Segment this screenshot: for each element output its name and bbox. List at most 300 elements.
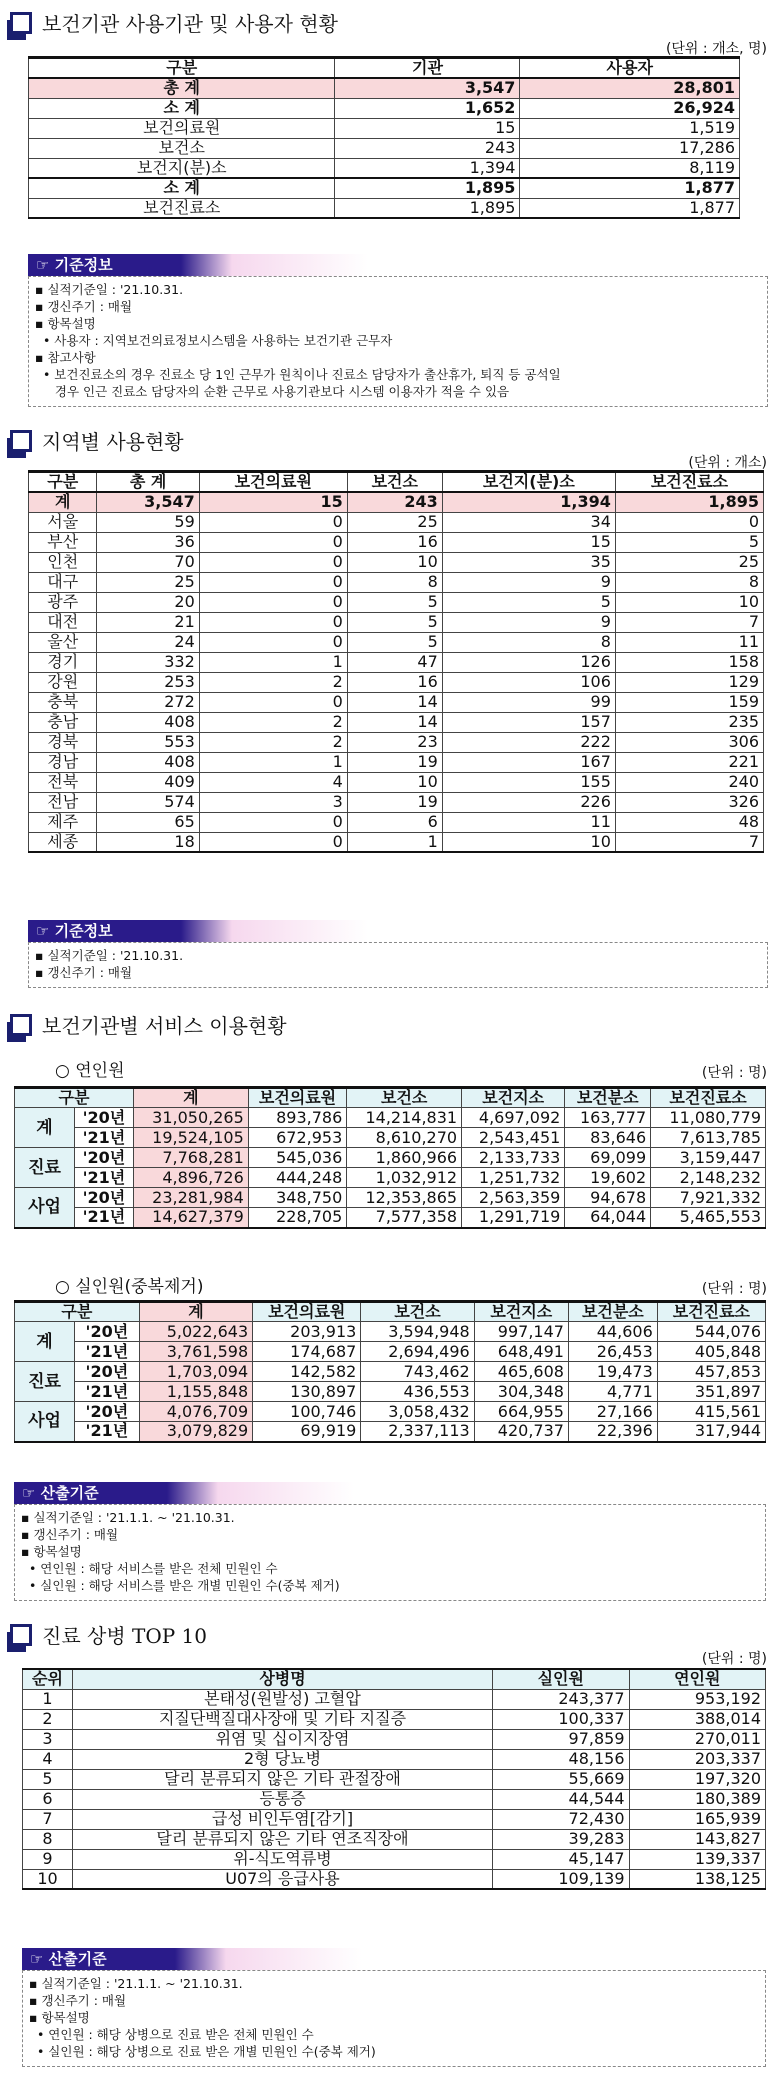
info-line: ▪ 갱신주기 : 매월 (35, 965, 133, 980)
table-row (29, 552, 764, 572)
section1-unit: (단위 : 개소, 명) (665, 41, 767, 57)
table-cell: 36 (97, 532, 199, 552)
subsection-silin: ○ 실인원(중복제거) (55, 1277, 204, 1297)
table-cell: 348,750 (248, 1188, 346, 1208)
info-line: ▪ 실적기준일 : '21.1.1. ~ '21.10.31. (29, 1976, 243, 1991)
header-cell: 기관 (335, 58, 520, 79)
info1-tag: ☞ 기준정보 (28, 254, 368, 276)
section3-unit-2: (단위 : 명) (701, 1281, 767, 1297)
table-cell: 226 (442, 792, 615, 812)
table-cell: 158 (615, 652, 763, 672)
table-cell: 306 (615, 732, 763, 752)
table-cell: 94,678 (565, 1188, 651, 1208)
table-cell: 9 (442, 612, 615, 632)
table-cell: 20 (97, 592, 199, 612)
service-table-yeonin (14, 1086, 766, 1229)
table-row (23, 1689, 766, 1709)
header-cell: 보건진료소 (657, 1302, 765, 1322)
table-cell: 0 (199, 552, 347, 572)
table-cell: 세종 (29, 832, 97, 852)
square-bullet-icon (10, 1014, 32, 1036)
table-cell: 달리 분류되지 않은 기타 연조직장애 (73, 1829, 493, 1849)
table-cell: 893,786 (248, 1108, 346, 1128)
year-cell: '20년 (75, 1362, 140, 1382)
header-cell: 보건지소 (462, 1088, 565, 1108)
table-cell: 1,291,719 (462, 1208, 565, 1228)
header-cell: 순위 (23, 1669, 73, 1689)
table-cell: 109,139 (493, 1869, 630, 1889)
header-cell: 연인원 (629, 1669, 766, 1689)
table-row (29, 198, 740, 218)
table-cell: 544,076 (657, 1322, 765, 1342)
table-cell: 0 (199, 592, 347, 612)
table-cell: 672,953 (248, 1128, 346, 1148)
table-cell: 155 (442, 772, 615, 792)
table-cell: 444,248 (248, 1168, 346, 1188)
info-line: • 연인원 : 해당 상병으로 진료 받은 전체 민원인 수 (29, 2027, 314, 2042)
table-cell: 5 (347, 632, 442, 652)
table-cell: 270,011 (629, 1729, 766, 1749)
table-cell: 159 (615, 692, 763, 712)
table-cell: 48,156 (493, 1749, 630, 1769)
square-bullet-icon (10, 12, 32, 34)
table-cell: 351,897 (657, 1382, 765, 1402)
table-cell: 달리 분류되지 않은 기타 관절장애 (73, 1769, 493, 1789)
table-header-row (29, 472, 764, 493)
table-header-row (15, 1302, 766, 1322)
table-cell: 3,079,829 (139, 1422, 252, 1442)
table-cell: 48 (615, 812, 763, 832)
header-cell: 계 (139, 1302, 252, 1322)
table-row (23, 1709, 766, 1729)
table-cell: 1,032,912 (347, 1168, 462, 1188)
table-cell: 0 (199, 532, 347, 552)
table-cell: 9 (442, 572, 615, 592)
table-cell: 100,337 (493, 1709, 630, 1729)
table-cell: 243 (347, 492, 442, 512)
table-cell: 174,687 (253, 1342, 361, 1362)
header-cell: 계 (133, 1088, 248, 1108)
info-line: • 실인원 : 해당 상병으로 진료 받은 개별 민원인 수(중복 제거) (29, 2044, 376, 2059)
table-cell: 1,703,094 (139, 1362, 252, 1382)
table-row (29, 78, 740, 98)
header-cell: 보건의료원 (199, 472, 347, 493)
table-row (23, 1749, 766, 1769)
table-cell: 574 (97, 792, 199, 812)
info-line: ▪ 갱신주기 : 매월 (35, 299, 133, 314)
table-cell: 1 (199, 652, 347, 672)
table-cell: 0 (199, 832, 347, 852)
table-cell: 7 (23, 1809, 73, 1829)
table-cell: 65 (97, 812, 199, 832)
table-cell: 부산 (29, 532, 97, 552)
info4-tag: ☞ 산출기준 (22, 1948, 362, 1970)
table-cell: 22,396 (568, 1422, 657, 1442)
table-cell: 19,524,105 (133, 1128, 248, 1148)
info-line: • 연인원 : 해당 서비스를 받은 전체 민원인 수 (21, 1561, 278, 1576)
header-cell: 구분 (15, 1088, 134, 1108)
table-cell: 1 (347, 832, 442, 852)
table-cell: 72,430 (493, 1809, 630, 1829)
table-cell: 1,877 (520, 178, 740, 198)
table-row (23, 1769, 766, 1789)
table-cell: 44,606 (568, 1322, 657, 1342)
table-cell: 위-식도역류병 (73, 1849, 493, 1869)
table-cell: 3,547 (335, 78, 520, 98)
table-cell: 1,860,966 (347, 1148, 462, 1168)
table-row (29, 732, 764, 752)
table-cell: 69,919 (253, 1422, 361, 1442)
table-cell: 2,133,733 (462, 1148, 565, 1168)
table-cell: 26,924 (520, 98, 740, 118)
section2-title: 지역별 사용현황 (10, 426, 184, 455)
header-cell: 보건진료소 (651, 1088, 766, 1108)
table-cell: 55,669 (493, 1769, 630, 1789)
table-cell: 388,014 (629, 1709, 766, 1729)
table-cell: 408 (97, 712, 199, 732)
header-cell: 보건지(분)소 (442, 472, 615, 493)
table-cell: 3,761,598 (139, 1342, 252, 1362)
table-cell: 5 (23, 1769, 73, 1789)
table-cell: 3 (23, 1729, 73, 1749)
table-cell: 197,320 (629, 1769, 766, 1789)
table-cell: 27,166 (568, 1402, 657, 1422)
table-cell: 19 (347, 792, 442, 812)
table-cell: 45,147 (493, 1849, 630, 1869)
table-cell: 25 (347, 512, 442, 532)
table-cell: 2 (199, 672, 347, 692)
table-cell: 15 (335, 118, 520, 138)
table-row (29, 772, 764, 792)
header-cell: 보건의료원 (248, 1088, 346, 1108)
table-cell: 8 (347, 572, 442, 592)
table-row (23, 1869, 766, 1889)
table-row (29, 692, 764, 712)
header-cell: 구분 (29, 472, 97, 493)
table-row (29, 652, 764, 672)
table-cell: 203,337 (629, 1749, 766, 1769)
table-row (15, 1168, 766, 1188)
table-cell: 8 (23, 1829, 73, 1849)
table-cell: 139,337 (629, 1849, 766, 1869)
info4-box (22, 1970, 766, 2067)
table-cell: 충남 (29, 712, 97, 732)
section3-unit-1: (단위 : 명) (701, 1065, 767, 1081)
table-row (15, 1402, 766, 1422)
table-cell: 2,694,496 (361, 1342, 474, 1362)
table-cell: 6 (23, 1789, 73, 1809)
table-cell: U07의 응급사용 (73, 1869, 493, 1889)
table-cell: 4,076,709 (139, 1402, 252, 1422)
table-cell: 소 계 (29, 178, 335, 198)
table-cell: 99 (442, 692, 615, 712)
row-group-label: 사업 (15, 1402, 75, 1442)
table-cell: 지질단백질대사장애 및 기타 지질증 (73, 1709, 493, 1729)
table-cell: 0 (199, 812, 347, 832)
subsection-yeonin: ○ 연인원 (55, 1061, 125, 1081)
table-cell: 7,577,358 (347, 1208, 462, 1228)
table-row (29, 492, 764, 512)
table-cell: 8 (615, 572, 763, 592)
table-cell: 등통증 (73, 1789, 493, 1809)
table-cell: 3 (199, 792, 347, 812)
table-cell: 서울 (29, 512, 97, 532)
table-row (23, 1829, 766, 1849)
table-cell: 4 (23, 1749, 73, 1769)
table-header-row (29, 58, 740, 79)
table-cell: 1 (23, 1689, 73, 1709)
square-bullet-icon (10, 430, 32, 452)
table-row (29, 572, 764, 592)
table-cell: 6 (347, 812, 442, 832)
table-cell: 21 (97, 612, 199, 632)
table-row (29, 792, 764, 812)
table-cell: 5,022,643 (139, 1322, 252, 1342)
info-line: ▪ 갱신주기 : 매월 (21, 1527, 119, 1542)
table-cell: 235 (615, 712, 763, 732)
row-group-label: 진료 (15, 1148, 75, 1188)
section4-unit: (단위 : 명) (701, 1651, 767, 1667)
table-cell: 332 (97, 652, 199, 672)
table-row (15, 1148, 766, 1168)
table-cell: 제주 (29, 812, 97, 832)
table-cell: 143,827 (629, 1829, 766, 1849)
info-line: ▪ 항목설명 (29, 2010, 90, 2025)
table-cell: 대전 (29, 612, 97, 632)
table-cell: 16 (347, 672, 442, 692)
row-group-label: 사업 (15, 1188, 75, 1228)
section2-unit: (단위 : 개소) (688, 455, 767, 471)
table-cell: 7,921,332 (651, 1188, 766, 1208)
table-cell: 5 (347, 592, 442, 612)
table-cell: 126 (442, 652, 615, 672)
year-cell: '21년 (75, 1168, 134, 1188)
table-cell: 743,462 (361, 1362, 474, 1382)
table-cell: 34 (442, 512, 615, 532)
table-cell: 7,613,785 (651, 1128, 766, 1148)
table-cell: 409 (97, 772, 199, 792)
row-group-label: 계 (15, 1108, 75, 1148)
table-cell: 3,159,447 (651, 1148, 766, 1168)
year-cell: '20년 (75, 1402, 140, 1422)
table-cell: 326 (615, 792, 763, 812)
table-row (23, 1809, 766, 1829)
year-cell: '20년 (75, 1322, 140, 1342)
table-cell: 272 (97, 692, 199, 712)
table-cell: 14,214,831 (347, 1108, 462, 1128)
table-cell: 465,608 (474, 1362, 568, 1382)
table-cell: 648,491 (474, 1342, 568, 1362)
table-cell: 보건의료원 (29, 118, 335, 138)
row-group-label: 계 (15, 1322, 75, 1362)
table-cell: 545,036 (248, 1148, 346, 1168)
header-cell: 구분 (29, 58, 335, 79)
table-cell: 11 (442, 812, 615, 832)
table-cell: 1 (199, 752, 347, 772)
table-cell: 405,848 (657, 1342, 765, 1362)
table-header-row (23, 1669, 766, 1689)
info2-tag: ☞ 기준정보 (28, 920, 368, 942)
table-row (29, 832, 764, 852)
table-cell: 0 (199, 612, 347, 632)
table-cell: 1,155,848 (139, 1382, 252, 1402)
table-cell: 415,561 (657, 1402, 765, 1422)
table-row (15, 1128, 766, 1148)
table-cell: 5 (442, 592, 615, 612)
section4-title: 진료 상병 TOP 10 (10, 1620, 207, 1649)
table-cell: 18 (97, 832, 199, 852)
table-cell: 14 (347, 712, 442, 732)
table-cell: 11,080,779 (651, 1108, 766, 1128)
table-cell: 소 계 (29, 98, 335, 118)
table-cell: 1,895 (335, 198, 520, 218)
table-cell: 본태성(원발성) 고혈압 (73, 1689, 493, 1709)
table-cell: 총 계 (29, 78, 335, 98)
table-cell: 10 (442, 832, 615, 852)
table-cell: 2 (23, 1709, 73, 1729)
table-cell: 165,939 (629, 1809, 766, 1829)
table-cell: 대구 (29, 572, 97, 592)
table-cell: 15 (199, 492, 347, 512)
table-cell: 47 (347, 652, 442, 672)
table-cell: 243,377 (493, 1689, 630, 1709)
table-row (23, 1789, 766, 1809)
table-cell: 23,281,984 (133, 1188, 248, 1208)
table-cell: 35 (442, 552, 615, 572)
table-cell: 25 (97, 572, 199, 592)
table-row (23, 1729, 766, 1749)
top10-table (22, 1668, 766, 1890)
table-row (29, 98, 740, 118)
table-cell: 10 (615, 592, 763, 612)
table-cell: 129 (615, 672, 763, 692)
table-cell: 10 (347, 552, 442, 572)
section1-title: 보건기관 사용기관 및 사용자 현황 (10, 8, 338, 37)
table-cell: 5 (347, 612, 442, 632)
table-cell: 39,283 (493, 1829, 630, 1849)
table-cell: 304,348 (474, 1382, 568, 1402)
header-cell: 보건소 (361, 1302, 474, 1322)
table-row (29, 512, 764, 532)
table-cell: 317,944 (657, 1422, 765, 1442)
table-row (29, 592, 764, 612)
header-cell: 보건소 (347, 472, 442, 493)
table-cell: 1,895 (615, 492, 763, 512)
table-row (29, 178, 740, 198)
table-cell: 2,543,451 (462, 1128, 565, 1148)
table-cell: 436,553 (361, 1382, 474, 1402)
table-cell: 180,389 (629, 1789, 766, 1809)
table-cell: 0 (199, 572, 347, 592)
table-cell: 100,746 (253, 1402, 361, 1422)
table-cell: 253 (97, 672, 199, 692)
table-cell: 138,125 (629, 1869, 766, 1889)
table-cell: 953,192 (629, 1689, 766, 1709)
info2-box (28, 942, 768, 988)
header-cell: 보건분소 (565, 1088, 651, 1108)
year-cell: '21년 (75, 1382, 140, 1402)
table-cell: 19,473 (568, 1362, 657, 1382)
table-cell: 1,877 (520, 198, 740, 218)
table-row (29, 812, 764, 832)
table-cell: 664,955 (474, 1402, 568, 1422)
table-cell: 7,768,281 (133, 1148, 248, 1168)
table-cell: 0 (199, 512, 347, 532)
table-cell: 14 (347, 692, 442, 712)
table-cell: 2,563,359 (462, 1188, 565, 1208)
table-row (29, 712, 764, 732)
table-cell: 9 (23, 1849, 73, 1869)
table-cell: 14,627,379 (133, 1208, 248, 1228)
info-line: ▪ 실적기준일 : '21.10.31. (35, 282, 184, 297)
table-cell: 보건지(분)소 (29, 158, 335, 178)
table-cell: 3,058,432 (361, 1402, 474, 1422)
year-cell: '21년 (75, 1208, 134, 1228)
table-cell: 5,465,553 (651, 1208, 766, 1228)
table-cell: 8 (442, 632, 615, 652)
year-cell: '20년 (75, 1148, 134, 1168)
table-cell: 1,652 (335, 98, 520, 118)
table-cell: 11 (615, 632, 763, 652)
table-cell: 0 (615, 512, 763, 532)
info-line: ▪ 참고사항 (35, 350, 96, 365)
table-cell: 24 (97, 632, 199, 652)
table-cell: 69,099 (565, 1148, 651, 1168)
year-cell: '21년 (75, 1128, 134, 1148)
info-line: • 사용자 : 지역보건의료정보시스템을 사용하는 보건기관 근무자 (35, 333, 393, 348)
info-line: ▪ 갱신주기 : 매월 (29, 1993, 127, 2008)
table-cell: 167 (442, 752, 615, 772)
table-cell: 243 (335, 138, 520, 158)
table-cell: 계 (29, 492, 97, 512)
table-row (29, 632, 764, 652)
year-cell: '20년 (75, 1188, 134, 1208)
table-row (15, 1362, 766, 1382)
table-cell: 인천 (29, 552, 97, 572)
header-cell: 구분 (15, 1302, 140, 1322)
table-cell: 0 (199, 632, 347, 652)
info-line: 경우 인근 진료소 담당자의 순환 근무로 사용기관보다 시스템 이용자가 적을 수 있음 (35, 384, 510, 399)
table-row (29, 118, 740, 138)
table-cell: 59 (97, 512, 199, 532)
table-cell: 위염 및 십이지장염 (73, 1729, 493, 1749)
table-cell: 2,148,232 (651, 1168, 766, 1188)
table-cell: 70 (97, 552, 199, 572)
info-line: • 보건진료소의 경우 진료소 당 1인 근무가 원칙이나 진료소 담당자가 출산휴가, 퇴직 등 공석일 (35, 367, 561, 382)
table-cell: 1,394 (442, 492, 615, 512)
table-cell: 2 (199, 732, 347, 752)
table-cell: 0 (199, 692, 347, 712)
table-cell: 충북 (29, 692, 97, 712)
header-cell: 보건소 (347, 1088, 462, 1108)
header-cell: 총 계 (97, 472, 199, 493)
header-cell: 실인원 (493, 1669, 630, 1689)
table-cell: 1,251,732 (462, 1168, 565, 1188)
table-cell: 15 (442, 532, 615, 552)
table-cell: 2,337,113 (361, 1422, 474, 1442)
header-cell: 사용자 (520, 58, 740, 79)
info-line: ▪ 항목설명 (35, 316, 96, 331)
table-cell: 142,582 (253, 1362, 361, 1382)
row-group-label: 진료 (15, 1362, 75, 1402)
table-cell: 전북 (29, 772, 97, 792)
table-cell: 보건소 (29, 138, 335, 158)
table-row (15, 1188, 766, 1208)
section1-table (28, 56, 740, 219)
table-cell: 1,519 (520, 118, 740, 138)
table-cell: 3,594,948 (361, 1322, 474, 1342)
table-cell: 44,544 (493, 1789, 630, 1809)
